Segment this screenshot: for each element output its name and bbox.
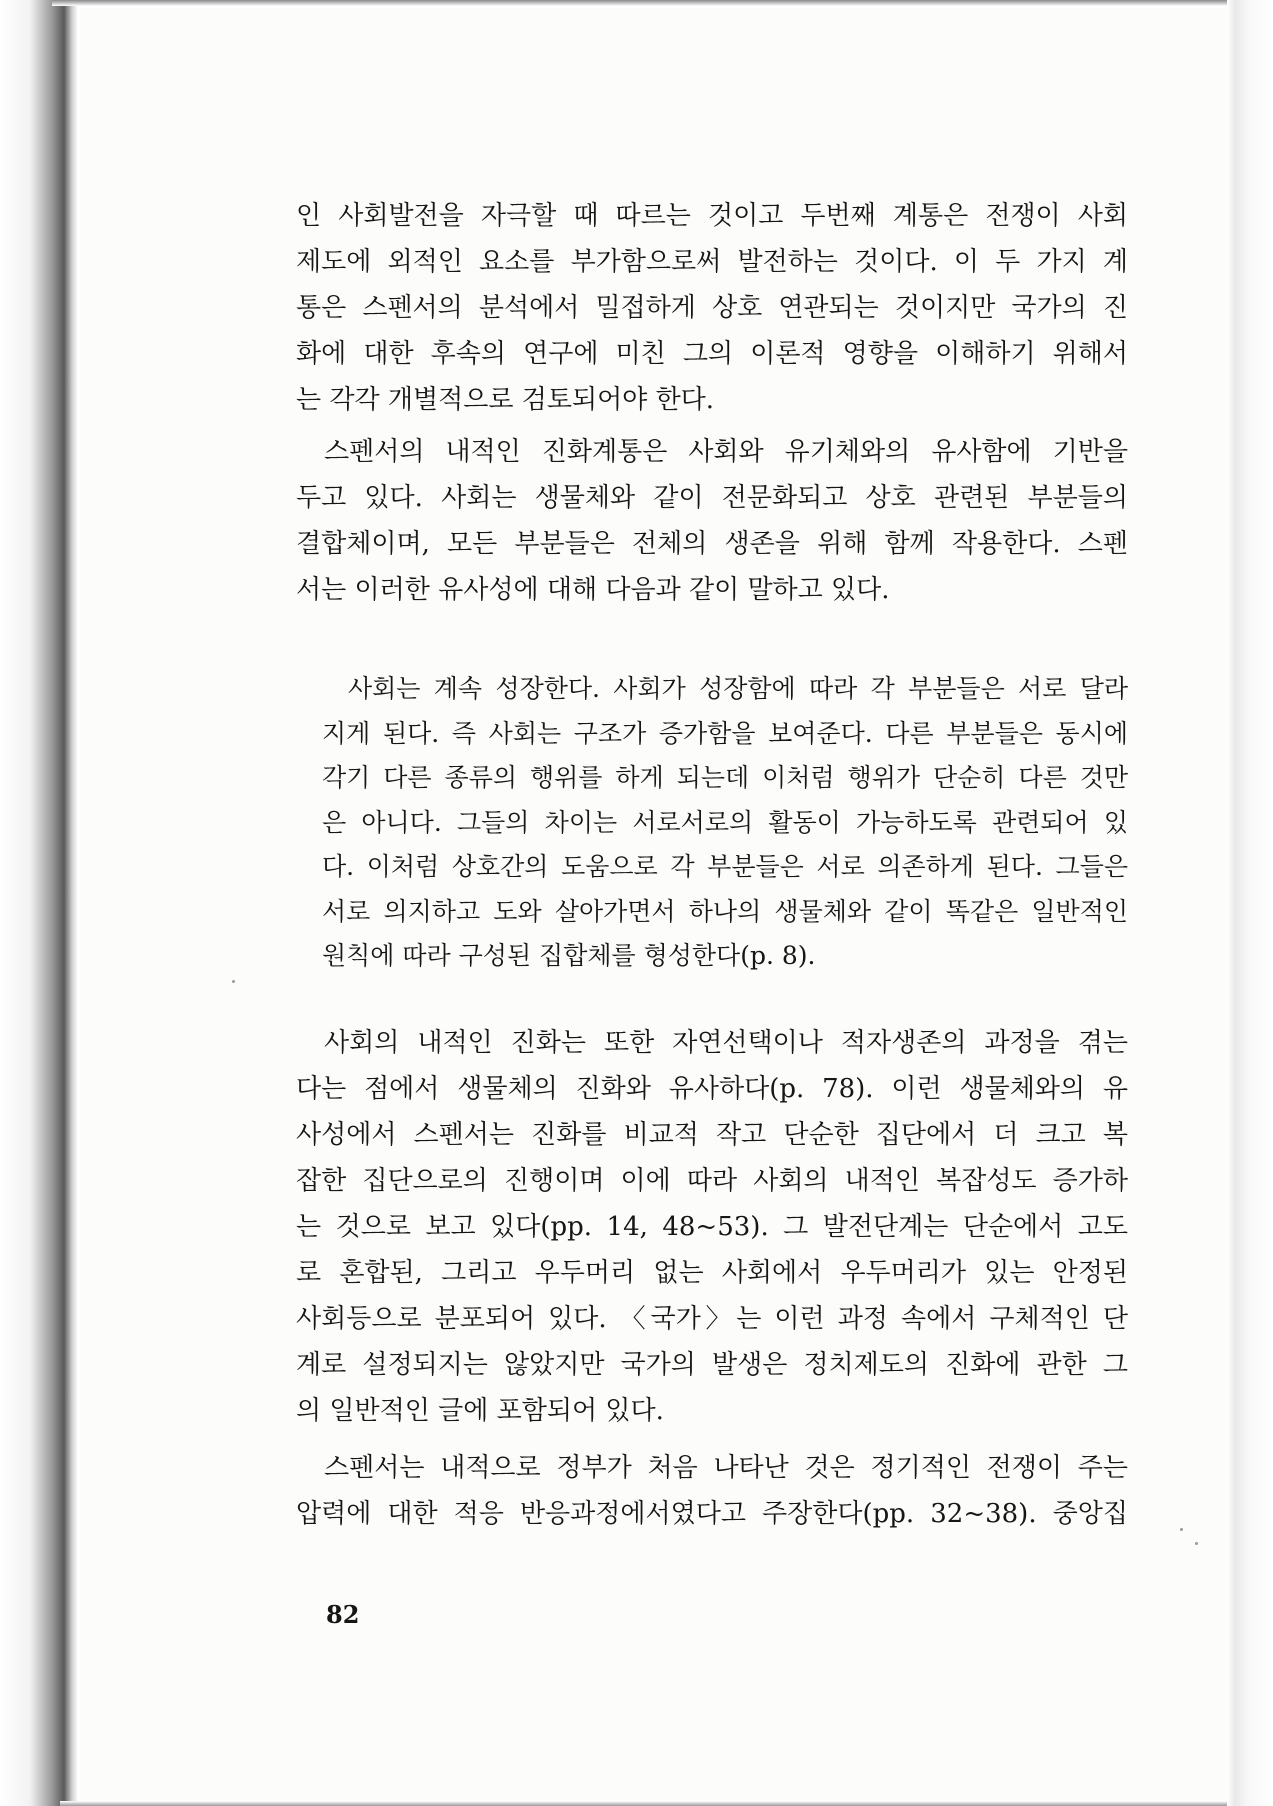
text-line: 사회등으로 분포되어 있다. 〈국가〉는 이런 과정 속에서 구체적인 단 [296,1304,1128,1334]
book-spine-shadow [0,0,78,1806]
quote-line: 다. 이처럼 상호간의 도움으로 각 부분들은 서로 의존하게 된다. 그들은 [322,852,1128,881]
text-line: 계로 설정되지는 않았지만 국가의 발생은 정치제도의 진화에 관한 그 [296,1350,1128,1380]
text-line: 화에 대한 후속의 연구에 미친 그의 이론적 영향을 이해하기 위해서 [296,339,1128,369]
paragraph-2 [296,429,1128,613]
quote-line: 각기 다른 종류의 행위를 하게 되는데 이처럼 행위가 단순히 다른 것만 [322,763,1128,792]
text-line: 두고 있다. 사회는 생물체와 같이 전문화되고 상호 관련된 부분들의 [296,483,1128,513]
text-line: 압력에 대한 적응 반응과정에서였다고 주장한다(pp. 32~38). 중앙집 [296,1499,1128,1529]
paragraph-3 [296,1020,1128,1434]
text-line: 스펜서는 내적으로 정부가 처음 나타난 것은 정기적인 전쟁이 주는 [324,1453,1128,1483]
paragraph-4 [296,1445,1128,1537]
text-line: 는 각각 개별적으로 검토되어야 한다. [296,385,715,415]
text-line: 통은 스펜서의 분석에서 밀접하게 상호 연관되는 것이지만 국가의 진 [296,293,1128,323]
text-line: 사회의 내적인 진화는 또한 자연선택이나 적자생존의 과정을 겪는 [324,1028,1128,1058]
scan-speck [232,980,235,983]
text-line: 결합체이며, 모든 부분들은 전체의 생존을 위해 함께 작용한다. 스펜 [296,529,1128,559]
quote-line: 은 아니다. 그들의 차이는 서로서로의 활동이 가능하도록 관련되어 있 [322,807,1128,837]
scan-speck [1180,1528,1183,1531]
quote-line: 지게 된다. 즉 사회는 구조가 증가함을 보여준다. 다른 부분들은 동시에 [322,718,1128,748]
text-line: 인 사회발전을 자극할 때 따르는 것이고 두번째 계통은 전쟁이 사회 [296,201,1128,231]
paragraph-1 [296,193,1128,423]
text-line: 로 혼합된, 그리고 우두머리 없는 사회에서 우두머리가 있는 안정된 [296,1258,1128,1288]
quote-line: 원칙에 따라 구성된 집합체를 형성한다(p. 8). [322,941,816,970]
text-line: 사성에서 스펜서는 진화를 비교적 작고 단순한 집단에서 더 크고 복 [296,1120,1128,1150]
scan-speck [1195,1542,1198,1545]
text-line: 의 일반적인 글에 포함되어 있다. [296,1396,664,1426]
quote-line: 사회는 계속 성장한다. 사회가 성장함에 따라 각 부분들은 서로 달라 [348,674,1128,703]
page-number: 82 [326,1600,360,1629]
text-line: 제도에 외적인 요소를 부가함으로써 발전하는 것이다. 이 두 가지 계 [296,247,1128,277]
top-edge-shadow [52,0,1232,6]
quote-line: 서로 의지하고 도와 살아가면서 하나의 생물체와 같이 똑같은 일반적인 [322,896,1128,926]
bottom-edge-shadow [60,1801,1232,1806]
text-line: 다는 점에서 생물체의 진화와 유사하다(p. 78). 이런 생물체와의 유 [296,1074,1128,1104]
right-edge-shadow [1227,0,1273,1806]
text-line: 스펜서의 내적인 진화계통은 사회와 유기체와의 유사함에 기반을 [324,437,1128,467]
block-quote [322,667,1128,979]
text-line: 서는 이러한 유사성에 대해 다음과 같이 말하고 있다. [296,575,890,605]
text-line: 잡한 집단으로의 진행이며 이에 따라 사회의 내적인 복잡성도 증가하 [296,1166,1128,1196]
text-line: 는 것으로 보고 있다(pp. 14, 48~53). 그 발전단계는 단순에서 고도 [296,1212,1128,1242]
